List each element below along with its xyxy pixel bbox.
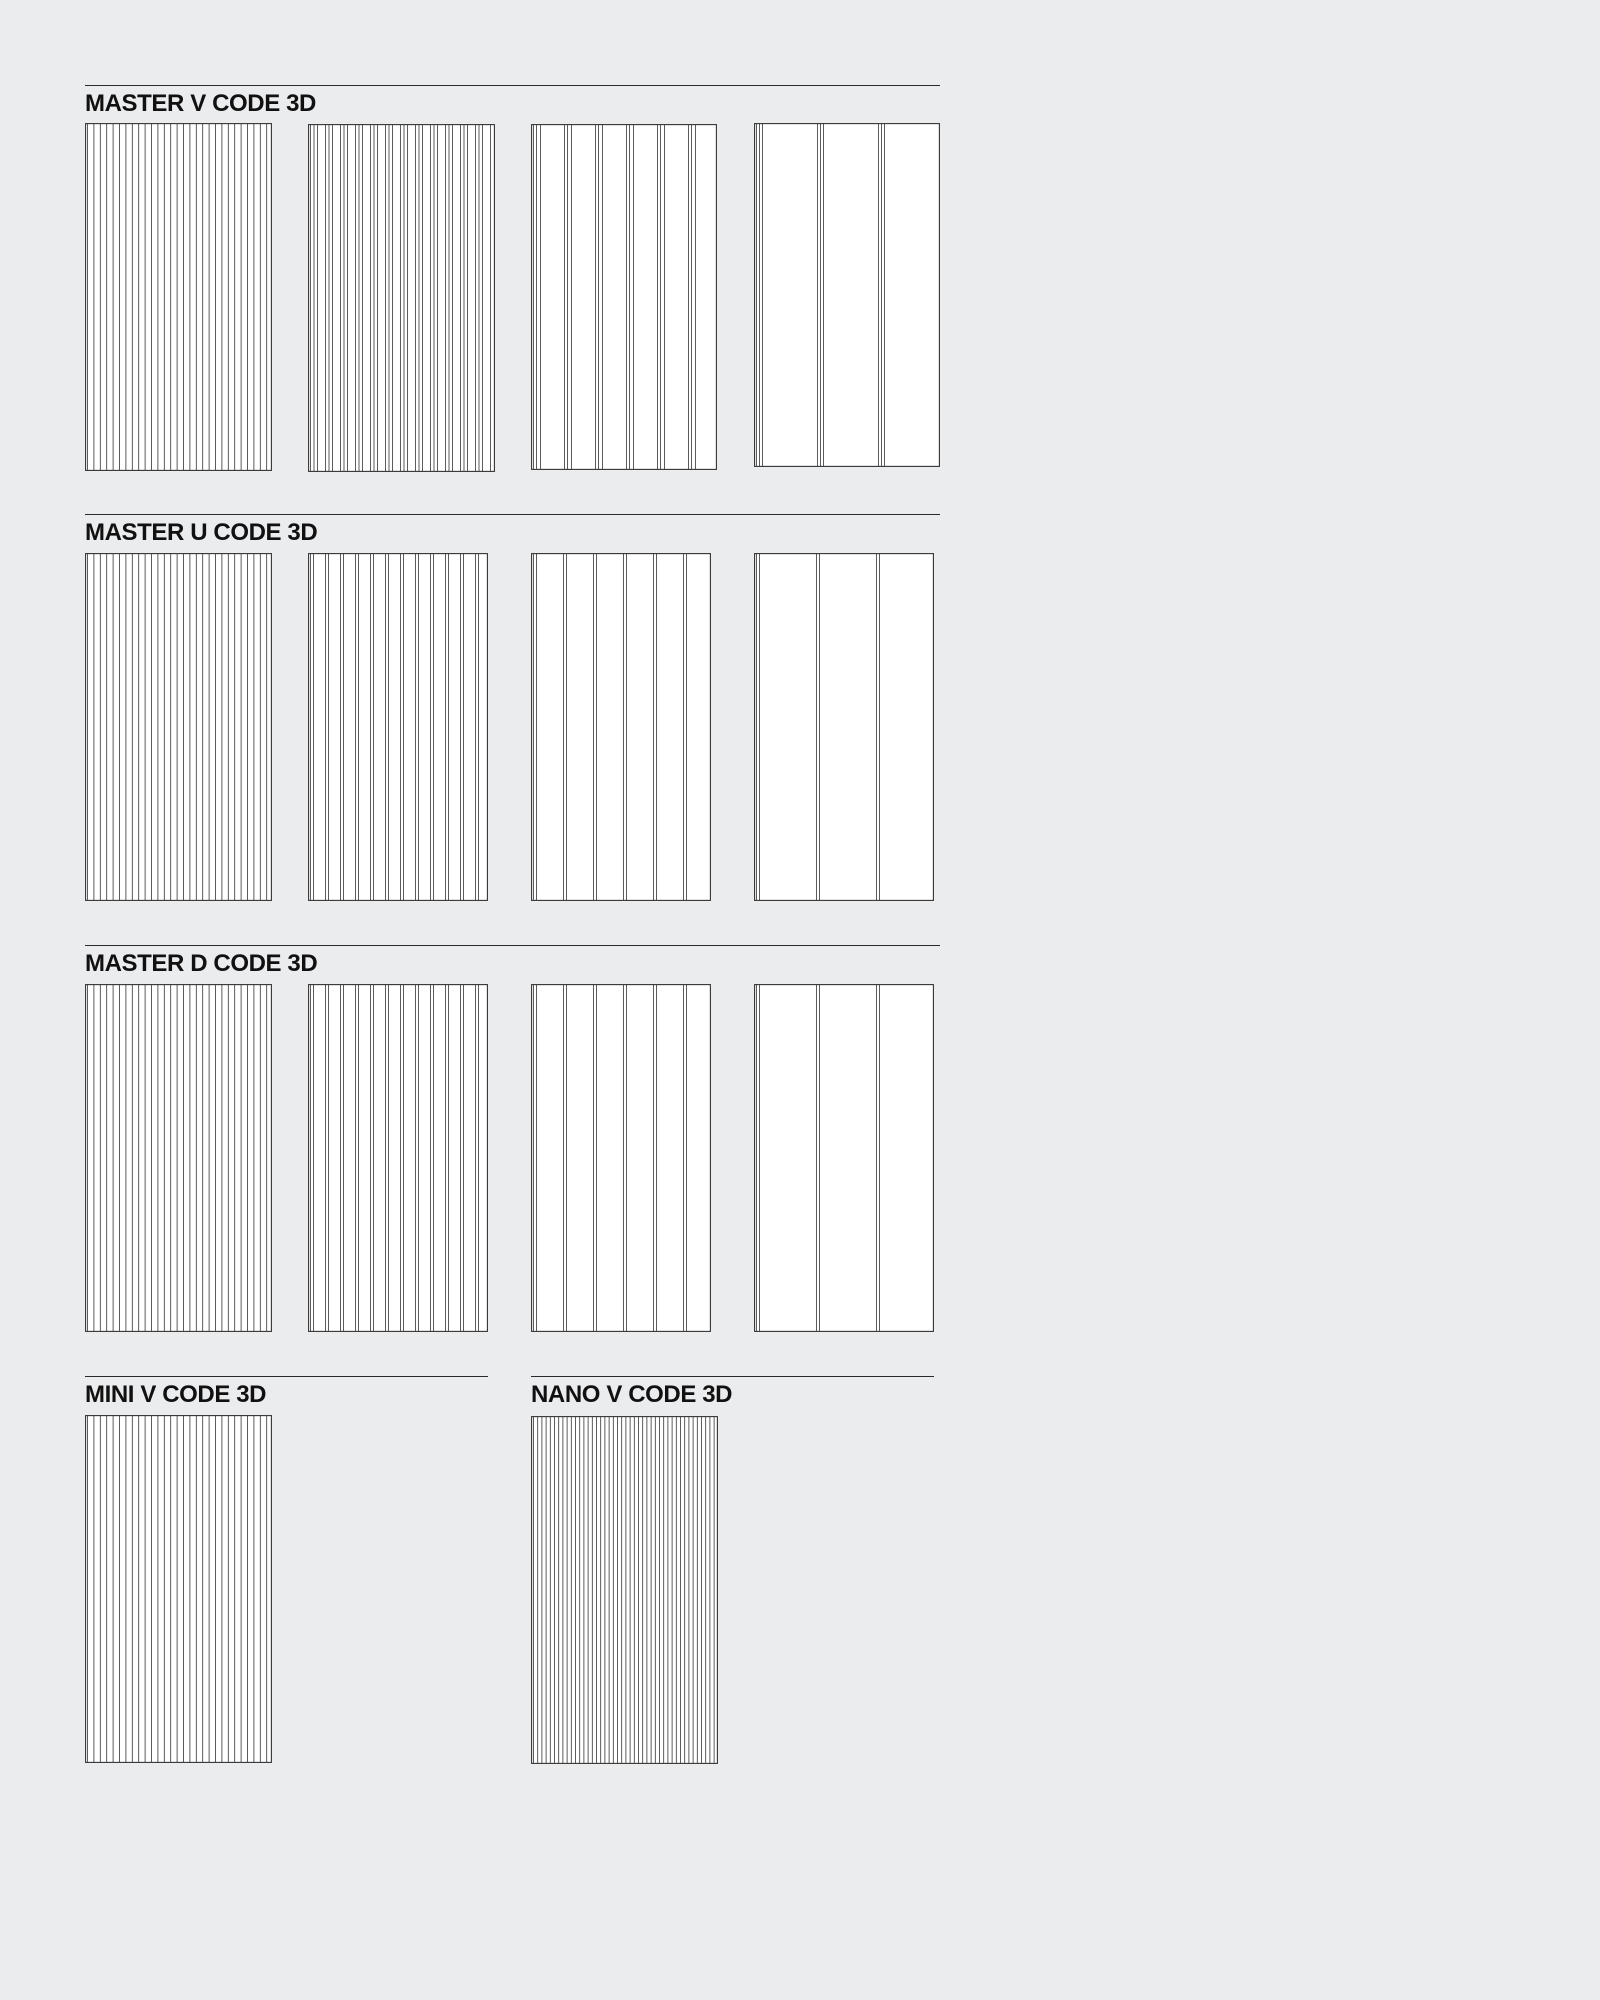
rib-pattern bbox=[85, 984, 272, 1332]
section-title: MINI V CODE 3D bbox=[85, 1381, 267, 1408]
rib-pattern bbox=[531, 1416, 718, 1764]
panel-very-fine-ribs bbox=[85, 1415, 272, 1763]
panel-wide-ribs bbox=[754, 123, 940, 467]
rib-pattern bbox=[531, 124, 717, 470]
rib-pattern bbox=[531, 553, 711, 901]
rib-pattern bbox=[85, 1415, 272, 1763]
panel-outline bbox=[532, 1417, 718, 1764]
panel-medium-ribs bbox=[531, 124, 717, 470]
panel-outline bbox=[755, 124, 940, 467]
section-title: MASTER D CODE 3D bbox=[85, 950, 318, 977]
panel-wide-ribs bbox=[754, 984, 934, 1332]
rib-pattern bbox=[754, 123, 940, 467]
panel-ultra-fine-ribs bbox=[531, 1416, 718, 1764]
panel-medium-ribs bbox=[531, 553, 711, 901]
panel-outline bbox=[309, 125, 495, 472]
panel-outline bbox=[755, 554, 934, 901]
section-rule bbox=[85, 1376, 488, 1377]
section-rule bbox=[85, 514, 940, 515]
rib-pattern bbox=[308, 984, 488, 1332]
panel-fine-ribs bbox=[308, 984, 488, 1332]
section-rule bbox=[531, 1376, 934, 1377]
rib-pattern bbox=[754, 553, 934, 901]
rib-pattern bbox=[85, 123, 272, 471]
rib-pattern bbox=[308, 124, 495, 472]
rib-pattern bbox=[308, 553, 488, 901]
panel-medium-ribs bbox=[531, 984, 711, 1332]
panel-very-fine-ribs bbox=[85, 123, 272, 471]
rib-pattern bbox=[85, 553, 272, 901]
section-title: NANO V CODE 3D bbox=[531, 1381, 733, 1408]
panel-outline bbox=[755, 985, 934, 1332]
panel-wide-ribs bbox=[754, 553, 934, 901]
rib-pattern bbox=[754, 984, 934, 1332]
section-rule bbox=[85, 945, 940, 946]
section-rule bbox=[85, 85, 940, 86]
section-title: MASTER V CODE 3D bbox=[85, 90, 316, 117]
panel-fine-ribs bbox=[308, 124, 495, 472]
rib-pattern bbox=[531, 984, 711, 1332]
section-title: MASTER U CODE 3D bbox=[85, 519, 318, 546]
panel-very-fine-ribs bbox=[85, 553, 272, 901]
panel-fine-ribs bbox=[308, 553, 488, 901]
panel-very-fine-ribs bbox=[85, 984, 272, 1332]
